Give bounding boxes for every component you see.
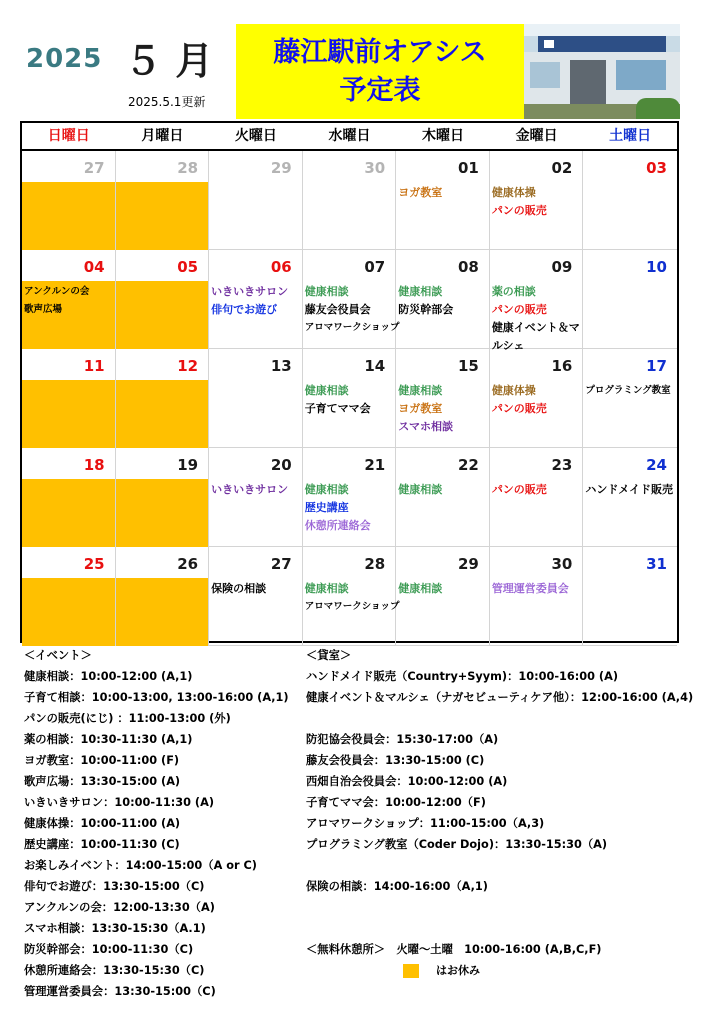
closed-day-fill [22,479,115,547]
event-label: 健康相談 [398,384,443,397]
legend-line: パンの販売(にじ) ：11:00-13:00 (外) [24,712,231,725]
legend-line: 歴史講座：10:00-11:30 (C) [24,838,180,851]
legend-line: いきいきサロン：10:00-11:30 (A) [24,796,214,809]
day-events [492,481,582,499]
day-number: 23 [551,456,573,474]
day-number: 31 [646,555,667,573]
day-number: 28 [364,555,386,573]
day-number: 29 [270,159,292,177]
legend-line: ヨガ教室：10:00-11:00 (F) [24,754,180,767]
event-label: ヨガ教室 [398,402,443,415]
day-events [305,382,395,418]
event-label: プログラミング教室 [585,385,671,396]
day-events [398,580,488,598]
day-events [305,481,395,535]
day-events [398,283,488,319]
day-events [492,382,582,418]
day-number: 30 [551,555,573,573]
title-banner [236,24,524,119]
day-cell [209,349,303,448]
day-cell [22,349,116,448]
day-number: 27 [83,159,105,177]
day-cell [116,448,210,547]
closed-day-note: はお休み [436,964,480,977]
legend-line: 西畑自治会役員会：10:00-12:00 (A) [306,775,508,788]
event-label: 防災幹部会 [398,303,454,316]
legend-line: 子育て相談：10:00-13:00, 13:00-16:00 (A,1) [24,691,289,704]
day-cell [22,547,116,646]
legend-line: お楽しみイベント：14:00-15:00（A or C) [24,859,257,872]
day-cell [583,349,677,448]
day-number: 14 [364,357,386,375]
event-label: いきいきサロン [211,285,289,298]
day-cell [396,151,490,250]
event-label: 歌声広場 [24,304,63,315]
event-label: ヨガ教室 [398,186,443,199]
event-label: パンの販売 [491,402,547,415]
legend-line: ＜無料休憩所＞ 火曜～土曜 10:00-16:00 (A,B,C,F) [306,943,602,956]
event-label: パンの販売 [491,303,547,316]
day-number: 06 [270,258,292,276]
title-line-1: 藤江駅前オアシス [273,36,487,68]
day-number: 07 [364,258,386,276]
day-cell [303,250,400,349]
day-cell [303,349,397,448]
legend-line: 保険の相談：14:00-16:00（A,1) [306,880,488,893]
day-cell [22,250,116,349]
day-number: 30 [364,159,386,177]
legend-line: ＜貸室＞ [306,649,352,662]
calendar-grid [20,121,679,643]
day-number: 26 [177,555,199,573]
closed-day-fill [116,281,209,349]
day-cell [490,349,584,448]
day-events [304,283,400,337]
event-label: 健康相談 [398,582,443,595]
legend-line: アンクルンの会：12:00-13:30（A) [24,901,215,914]
legend-line: 管理運営委員会：13:30-15:00（C) [24,985,216,998]
event-label: 薬の相談 [491,285,536,298]
station-photo [524,24,680,119]
day-cell [583,151,677,250]
day-events [24,283,114,319]
day-number: 12 [177,357,199,375]
legend-line: 子育てママ会：10:00-12:00（F) [306,796,486,809]
event-label: 健康相談 [304,285,349,298]
legend-line: アロマワークショップ：11:00-15:00（A,3) [306,817,545,830]
weekday-header: 日曜日 [47,128,90,144]
week-row [22,547,677,646]
weekday-header: 月曜日 [141,128,184,144]
event-label: 健康相談 [304,384,349,397]
day-number: 20 [270,456,292,474]
event-label: アロマワークショップ [304,322,400,333]
day-cell [490,250,584,352]
day-number: 05 [177,258,199,276]
month-label: ５ 月 [124,39,214,83]
closed-day-fill [116,182,209,250]
day-number: 13 [270,357,292,375]
event-label: 俳句でお遊び [211,303,278,316]
week-row [22,448,677,547]
event-label: スマホ相談 [398,420,454,433]
station-sign [538,36,666,52]
day-cell [116,349,210,448]
event-label: 健康相談 [398,483,443,496]
day-number: 28 [177,159,199,177]
rental-legend [306,645,693,960]
day-cell [303,448,397,547]
day-cell [116,250,210,349]
day-events [398,382,488,436]
day-number: 22 [457,456,479,474]
day-cell [396,250,490,349]
closed-day-fill [22,380,115,448]
day-cell [583,250,677,349]
year-label: 2025 [26,44,103,74]
day-number: 02 [551,159,573,177]
day-cell [209,151,303,250]
legend-line: 健康イベント＆マルシェ（ナガセビューティケア他）：12:00-16:00 (A,4) [306,691,694,704]
day-number: 16 [551,357,573,375]
day-number: 04 [83,258,105,276]
event-label: 子育てママ会 [304,402,371,415]
event-label: 管理運営委員会 [491,582,569,595]
day-cell [583,448,677,547]
legend-line: スマホ相談：13:30-15:30（A.1) [24,922,206,935]
closed-day-fill [116,380,209,448]
day-number: 08 [457,258,479,276]
day-number: 25 [83,555,105,573]
event-label: パンの販売 [491,483,547,496]
day-number: 24 [646,456,667,474]
legend-line [306,918,693,939]
event-label: 歴史講座 [304,501,349,514]
closed-day-fill [116,479,209,547]
event-label: 健康体操 [491,186,536,199]
legend-line [306,708,693,729]
weekday-header: 木曜日 [422,128,465,144]
event-label: 健康イベント＆マルシェ [491,321,580,352]
day-cell [209,250,303,349]
event-label: 健康相談 [398,285,443,298]
week-row [22,349,677,448]
day-cell [22,151,116,250]
day-cell [209,448,303,547]
legend-line: 薬の相談：10:30-11:30 (A,1) [24,733,193,746]
day-number: 11 [83,357,105,375]
day-cell [396,547,490,646]
legend-line: 防犯協会役員会：15:30-17:00（A) [306,733,499,746]
legend-line: ＜イベント＞ [24,649,92,662]
event-label: 健康相談 [304,483,349,496]
week-row [22,151,677,250]
day-events [304,580,400,616]
day-events [585,481,676,499]
event-label: 休憩所連絡会 [304,519,371,532]
day-number: 19 [177,456,199,474]
legend-line: プログラミング教室（Coder Dojo)：13:30-15:30（A) [306,838,608,851]
day-cell [303,547,400,646]
day-events [211,283,301,319]
legend-line: 防災幹部会：10:00-11:30（C) [24,943,194,956]
weekday-header: 火曜日 [234,128,277,144]
weekday-header-row [22,123,677,151]
day-cell [303,151,397,250]
day-events [492,580,582,598]
day-number: 09 [551,258,573,276]
day-events [398,481,488,499]
day-events [211,481,301,499]
day-number: 03 [646,159,667,177]
legend-line: 健康相談：10:00-12:00 (A,1) [24,670,193,683]
day-events [398,184,488,202]
day-cell [583,547,677,646]
legend-line: 健康体操：10:00-11:00 (A) [24,817,181,830]
day-number: 27 [270,555,292,573]
weekday-header: 金曜日 [515,128,558,144]
legend-line [306,897,693,918]
event-label: パンの販売 [491,204,547,217]
day-cell [396,349,490,448]
legend-line: 歌声広場：13:30-15:00 (A) [24,775,181,788]
day-cell [490,547,584,646]
day-cell [396,448,490,547]
week-row [22,250,677,352]
closed-day-fill [116,578,209,646]
day-number: 15 [457,357,479,375]
day-cell [116,151,210,250]
legend-line: 俳句でお遊び：13:30-15:00（C) [24,880,205,893]
closed-day-fill [22,578,115,646]
day-events [211,580,301,598]
closed-day-swatch [403,964,419,978]
day-number: 01 [457,159,479,177]
event-label: アンクルンの会 [24,286,90,297]
weekday-header: 水曜日 [328,128,371,144]
legend-line: ハンドメイド販売（Country+Syym)：10:00-16:00 (A) [306,670,618,683]
legend-line: 休憩所連絡会：13:30-15:30（C) [24,964,205,977]
event-label: 健康体操 [491,384,536,397]
legend-line [306,855,693,876]
event-label: いきいきサロン [211,483,289,496]
event-label: 保険の相談 [211,582,267,595]
event-legend [24,645,289,1002]
day-cell [490,448,584,547]
legend-line: 藤友会役員会：13:30-15:00 (C) [306,754,485,767]
day-cell [116,547,210,646]
day-number: 29 [457,555,479,573]
event-label: 健康相談 [304,582,349,595]
day-number: 18 [83,456,105,474]
event-label: ハンドメイド販売 [585,483,674,496]
day-cell [22,448,116,547]
event-label: 藤友会役員会 [304,303,371,316]
day-number: 21 [364,456,386,474]
day-number: 17 [646,357,667,375]
day-cell [490,151,584,250]
closed-day-fill [22,182,115,250]
title-line-2: 予定表 [339,74,421,106]
day-number: 10 [646,258,667,276]
day-events [492,283,582,355]
updated-date: 2025.5.1更新 [128,95,206,109]
day-cell [209,547,303,646]
day-events [492,184,582,220]
day-events [585,382,676,400]
event-label: アロマワークショップ [304,601,400,612]
weekday-header: 土曜日 [609,128,652,144]
